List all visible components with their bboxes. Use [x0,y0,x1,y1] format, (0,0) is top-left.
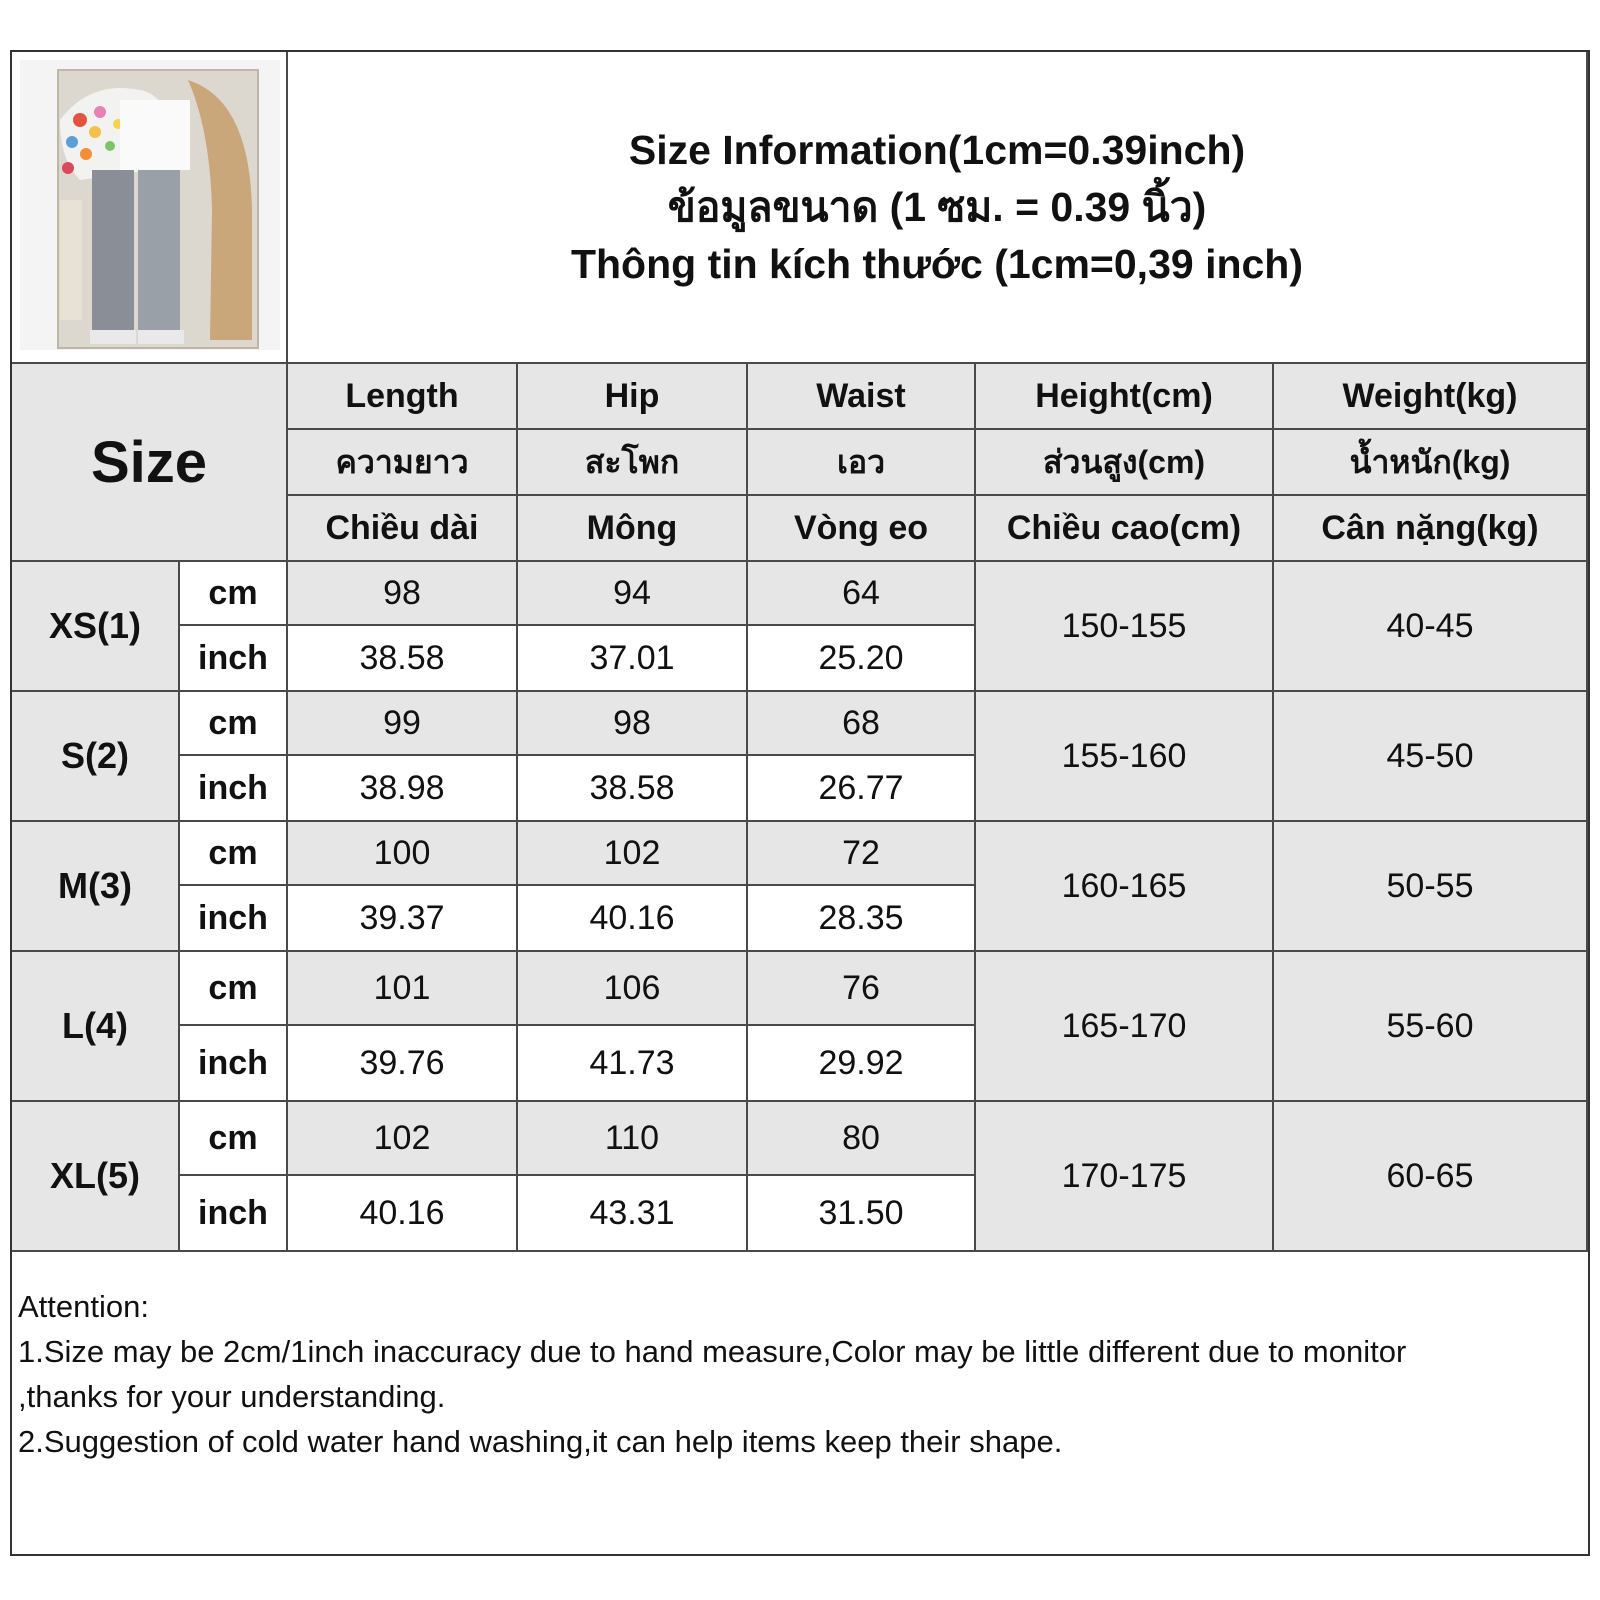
unit-inch: inch [180,756,288,822]
product-photo-illustration [20,60,280,350]
product-photo [20,60,280,350]
unit-cm: cm [180,562,288,626]
title-english: Size Information(1cm=0.39inch) [628,126,1246,173]
measurement-cm: 102 [518,822,748,886]
size-code: L(4) [12,952,180,1102]
note-line: ,thanks for your understanding. [18,1379,446,1414]
measurement-inch: 29.92 [748,1026,976,1102]
weight-range: 55-60 [1274,952,1588,1102]
column-header-vi: Cân nặng(kg) [1274,496,1588,562]
note-line: 2.Suggestion of cold water hand washing,it can help items keep their shape. [18,1424,1063,1459]
measurement-cm: 94 [518,562,748,626]
measurement-inch: 37.01 [518,626,748,692]
weight-range: 50-55 [1274,822,1588,952]
title-thai: ข้อมูลขนาด (1 ซม. = 0.39 นิ้ว) [667,183,1207,230]
attention-notes [12,1278,1588,1554]
measurement-inch: 25.20 [748,626,976,692]
size-information-title [288,52,1588,364]
column-header-en: Weight(kg) [1274,364,1588,430]
weight-range: 40-45 [1274,562,1588,692]
size-code: M(3) [12,822,180,952]
unit-cm: cm [180,822,288,886]
measurement-inch: 28.35 [748,886,976,952]
column-header-vi: Vòng eo [748,496,976,562]
measurement-inch: 38.58 [518,756,748,822]
measurement-cm: 80 [748,1102,976,1176]
size-code: XS(1) [12,562,180,692]
unit-inch: inch [180,1026,288,1102]
unit-cm: cm [180,1102,288,1176]
measurement-cm: 102 [288,1102,518,1176]
column-header-en: Waist [748,364,976,430]
unit-cm: cm [180,692,288,756]
weight-range: 45-50 [1274,692,1588,822]
measurement-inch: 40.16 [288,1176,518,1252]
measurement-cm: 98 [288,562,518,626]
measurement-inch: 39.37 [288,886,518,952]
measurement-inch: 39.76 [288,1026,518,1102]
measurement-inch: 26.77 [748,756,976,822]
measurement-cm: 76 [748,952,976,1026]
height-range: 150-155 [976,562,1274,692]
measurement-cm: 100 [288,822,518,886]
measurement-inch: 31.50 [748,1176,976,1252]
height-range: 170-175 [976,1102,1274,1252]
measurement-inch: 38.58 [288,626,518,692]
column-header-th: เอว [748,430,976,496]
size-chart-sheet [10,50,1590,1556]
column-header-th: ส่วนสูง(cm) [976,430,1274,496]
note-line: 1.Size may be 2cm/1inch inaccuracy due to hand measure,Color may be little different due to monitor [18,1334,1407,1369]
measurement-cm: 106 [518,952,748,1026]
measurement-inch: 43.31 [518,1176,748,1252]
size-code: S(2) [12,692,180,822]
title-vietnamese: Thông tin kích thước (1cm=0,39 inch) [570,240,1304,287]
weight-range: 60-65 [1274,1102,1588,1252]
size-code: XL(5) [12,1102,180,1252]
measurement-inch: 40.16 [518,886,748,952]
column-header-en: Length [288,364,518,430]
measurement-cm: 72 [748,822,976,886]
measurement-cm: 68 [748,692,976,756]
size-header: Size [12,364,288,562]
measurement-inch: 41.73 [518,1026,748,1102]
column-header-en: Hip [518,364,748,430]
height-range: 165-170 [976,952,1274,1102]
measurement-cm: 110 [518,1102,748,1176]
measurement-cm: 99 [288,692,518,756]
unit-inch: inch [180,626,288,692]
column-header-th: สะโพก [518,430,748,496]
measurement-inch: 38.98 [288,756,518,822]
column-header-en: Height(cm) [976,364,1274,430]
unit-inch: inch [180,886,288,952]
measurement-cm: 101 [288,952,518,1026]
column-header-th: ความยาว [288,430,518,496]
column-header-vi: Chiều dài [288,496,518,562]
notes-heading: Attention: [18,1289,149,1324]
product-photo-cell [12,52,288,364]
unit-inch: inch [180,1176,288,1252]
unit-cm: cm [180,952,288,1026]
column-header-th: น้ำหนัก(kg) [1274,430,1588,496]
measurement-cm: 64 [748,562,976,626]
column-header-vi: Chiều cao(cm) [976,496,1274,562]
measurement-cm: 98 [518,692,748,756]
height-range: 155-160 [976,692,1274,822]
height-range: 160-165 [976,822,1274,952]
column-header-vi: Mông [518,496,748,562]
